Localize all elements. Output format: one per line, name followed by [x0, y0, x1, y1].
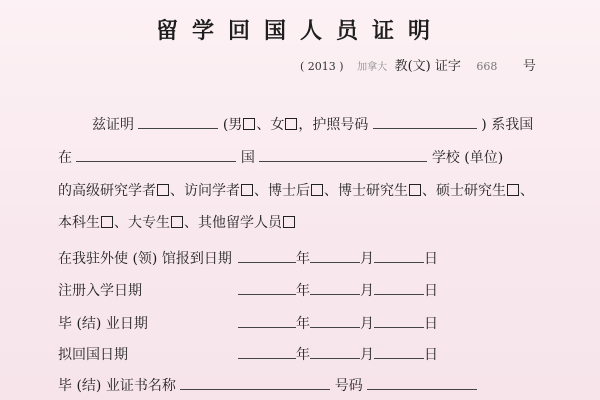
postdoc-checkbox[interactable] — [311, 184, 323, 196]
date-label: 毕 (结) 业日期 — [58, 316, 148, 332]
date-label: 注册入学日期 — [58, 283, 142, 299]
male-checkbox[interactable] — [243, 118, 255, 130]
year-label: 年 — [296, 283, 310, 299]
reference-year: ( 2013 ) — [300, 60, 344, 73]
day-label: 日 — [424, 347, 438, 363]
zai-label: 在 — [58, 150, 72, 166]
reference-number: 668 — [476, 60, 498, 73]
line-school — [58, 147, 503, 167]
year-blank[interactable] — [238, 344, 296, 359]
other-label: 其他留学人员 — [198, 215, 282, 231]
year-label: 年 — [296, 251, 310, 267]
date-row-report — [58, 248, 438, 268]
senior-scholar-checkbox[interactable] — [157, 184, 169, 196]
certificate-row — [58, 375, 477, 395]
visiting-scholar-checkbox[interactable] — [241, 184, 253, 196]
month-blank[interactable] — [310, 280, 360, 295]
phd-checkbox[interactable] — [409, 184, 421, 196]
day-blank[interactable] — [374, 248, 424, 263]
senior-scholar-label: 的高级研究学者 — [58, 183, 156, 199]
month-blank[interactable] — [310, 313, 360, 328]
name-blank[interactable] — [138, 114, 218, 129]
day-label: 日 — [424, 316, 438, 332]
visiting-scholar-label: 访问学者 — [184, 183, 240, 199]
reference-country: 加拿大 — [357, 62, 388, 73]
date-label: 拟回国日期 — [58, 347, 128, 363]
reference-suffix: 号 — [522, 59, 536, 74]
date-label: 在我驻外使 (领) 馆报到日期 — [58, 251, 232, 267]
male-label: 男 — [228, 117, 243, 133]
day-blank[interactable] — [374, 313, 424, 328]
month-label: 月 — [360, 283, 374, 299]
year-label: 年 — [296, 347, 310, 363]
day-blank[interactable] — [374, 344, 424, 359]
certificate-name-blank[interactable] — [180, 375, 330, 390]
year-blank[interactable] — [238, 280, 296, 295]
month-label: 月 — [360, 347, 374, 363]
year-blank[interactable] — [238, 313, 296, 328]
master-checkbox[interactable] — [507, 184, 519, 196]
phd-label: 博士研究生 — [338, 183, 408, 199]
bachelor-label: 本科生 — [58, 215, 100, 231]
female-label: 女 — [270, 117, 285, 133]
bachelor-checkbox[interactable] — [101, 216, 113, 228]
line-status: 的高级研究学者 、访问学者 、博士后 、博士研究生 、硕士研究生 、 — [58, 183, 534, 199]
prefix-label: 兹证明 — [92, 117, 134, 133]
school-blank[interactable] — [259, 147, 427, 162]
year-label: 年 — [296, 316, 310, 332]
other-checkbox[interactable] — [283, 216, 295, 228]
school-label: 学校 (单位) — [431, 150, 504, 166]
certificate-label: 毕 (结) 业证书名称 — [58, 378, 176, 394]
country-blank[interactable] — [76, 147, 236, 162]
passport-label: 护照号码 — [312, 117, 369, 133]
line-identity: 兹证明 (男 、女 ，护照号码 ) 系我国 — [92, 114, 533, 134]
month-blank[interactable] — [310, 248, 360, 263]
master-label: 硕士研究生 — [436, 183, 506, 199]
passport-blank[interactable] — [373, 114, 477, 129]
day-label: 日 — [424, 283, 438, 299]
document-title: 留学回国人员证明 — [155, 18, 444, 44]
country-label: 国 — [240, 150, 255, 166]
certificate-number-blank[interactable] — [367, 375, 477, 390]
certificate-number-label: 号码 — [334, 378, 363, 394]
college-checkbox[interactable] — [171, 216, 183, 228]
line1-suffix: ) 系我国 — [481, 117, 534, 133]
month-label: 月 — [360, 251, 374, 267]
year-blank[interactable] — [238, 248, 296, 263]
date-row-return — [58, 344, 438, 364]
date-row-graduate — [58, 313, 438, 333]
day-blank[interactable] — [374, 280, 424, 295]
line-status-2: 本科生 、大专生 、其他留学人员 — [58, 212, 296, 232]
month-blank[interactable] — [310, 344, 360, 359]
reference-line — [300, 55, 536, 74]
reference-dept: 教(文) 证字 — [394, 59, 461, 74]
college-label: 大专生 — [128, 215, 170, 231]
day-label: 日 — [424, 251, 438, 267]
postdoc-label: 博士后 — [268, 183, 310, 199]
month-label: 月 — [360, 316, 374, 332]
female-checkbox[interactable] — [285, 118, 297, 130]
date-row-enroll — [58, 280, 438, 300]
